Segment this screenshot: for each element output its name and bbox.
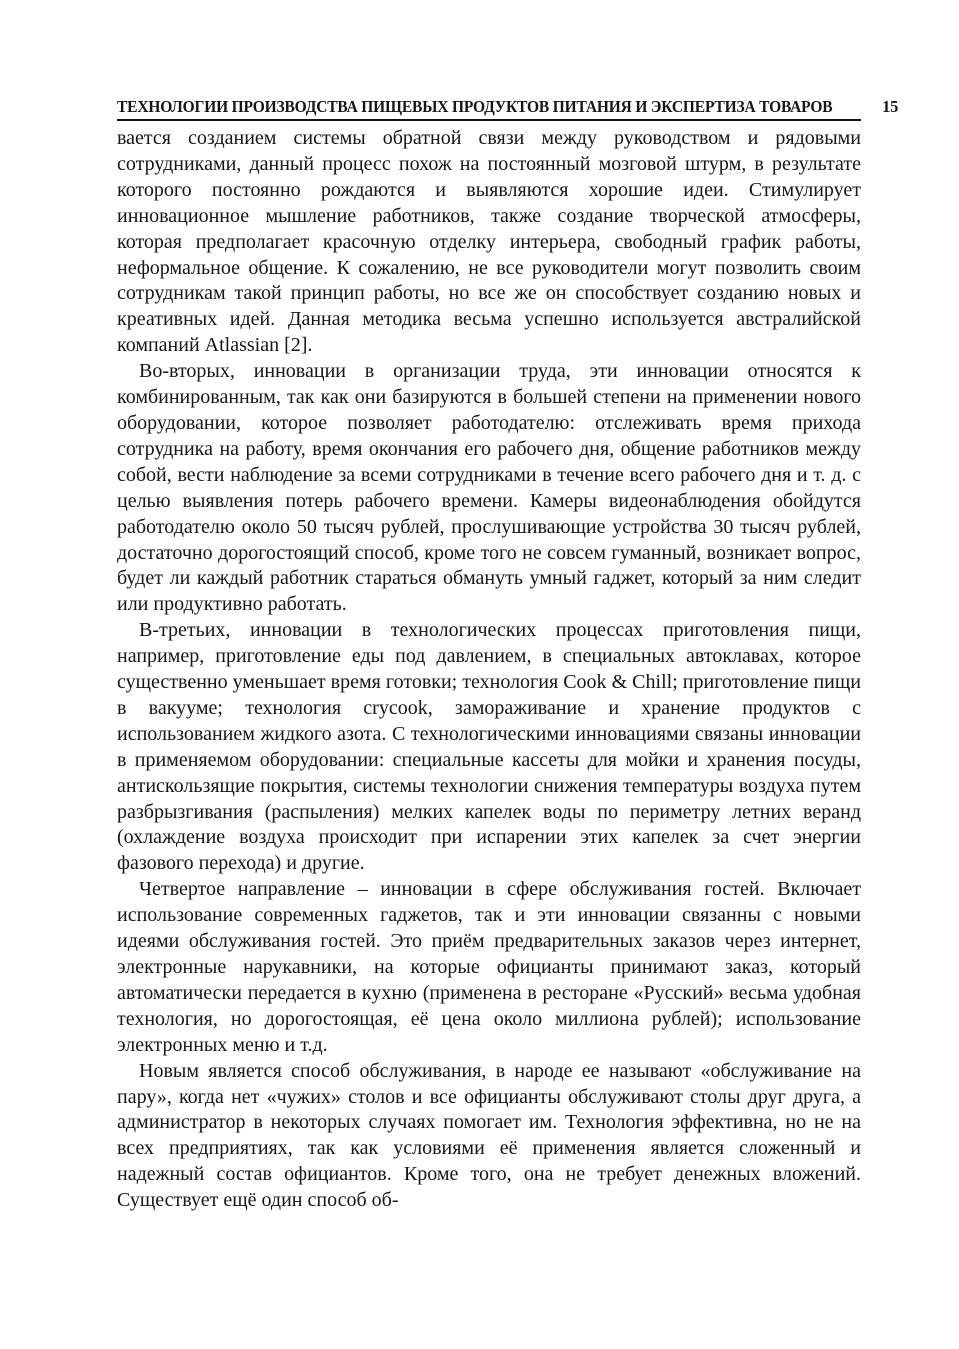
running-header-title: ТЕХНОЛОГИИ ПРОИЗВОДСТВА ПИЩЕВЫХ ПРОДУКТОВ ПИТАНИЯ И ЭКСПЕРТИЗА ТОВАРОВ — [117, 97, 833, 116]
page-number: 15 — [882, 97, 899, 116]
running-header — [117, 96, 899, 121]
paragraph-4: Четвертое направление – инновации в сфере обслуживания гостей. Включает использование современных гаджетов, так и эти инновации связанны с новыми идеями обслуживания гостей. Это приём предварительных заказов через интернет, электронные нарукавники, на которые официанты принимают заказ, который автоматически передается в кухню (применена в ресторане «Русский» весьма удобная технология, но дорогостоящая, её цена около миллиона рублей); использование электронных меню и т.д. — [117, 878, 861, 1056]
paragraph-1: вается созданием системы обратной связи между руководством и рядовыми сотрудниками, данный процесс похож на постоянный мозговой штурм, в результате которого постоянно рождаются и выявляются хорошие идеи. Стимулирует инновационное мышление работников, также создание творческой атмосферы, которая предполагает красочную отделку интерьера, свободный график работы, неформальное общение. К сожалению, не все руководители могут позволить своим сотрудникам такой принцип работы, но все же он способствует созданию новых и креативных идей. Данная методика весьма успешно используется австралийской компаний Atlassian [2]. — [117, 127, 861, 357]
document-page — [117, 96, 899, 1214]
body-text — [117, 126, 861, 1214]
paragraph-5: Новым является способ обслуживания, в народе ее называют «обслуживание на пару», когда нет «чужих» столов и все официанты обслуживают столы друг друга, а администратор в некоторых случаях помогает им. Технология эффективна, но не на всех предприятиях, так как условиями её применения является сложенный и надежный состав официантов. Кроме того, она не требует денежных вложений. Существует ещё один способ об- — [117, 1059, 861, 1212]
paragraph-3: В-третьих, инновации в технологических процессах приготовления пищи, например, приготовление еды под давлением, в специальных автоклавах, которое существенно уменьшает время готовки; технология Cook & Chill; приготовление пищи в вакууме; технология crycook, замораживание и хранение продуктов с использованием жидкого азота. С технологическими инновациями связаны инновации в применяемом оборудовании: специальные кассеты для мойки и хранения посуды, антискользящие покрытия, системы технологии снижения температуры воздуха путем разбрызгивания (распыления) мелких капелек воды по периметру летних веранд (охлаждение воздуха происходит при испарении этих капелек за счет энергии фазового перехода) и другие. — [117, 619, 861, 875]
paragraph-2: Во-вторых, инновации в организации труда, эти инновации относятся к комбинированным, так как они базируются в большей степени на применении нового оборудовании, которое позволяет работодателю: отслеживать время прихода сотрудника на работу, время окончания его рабочего дня, общение работников между собой, вести наблюдение за всеми сотрудниками в течение всего рабочего дня и т. д. с целью выявления потерь рабочего времени. Камеры видеонаблюдения обойдутся работодателю около 50 тысяч рублей, прослушивающие устройства 30 тысяч рублей, достаточно дорогостоящий способ, кроме того не совсем гуманный, возникает вопрос, будет ли каждый работник стараться обмануть умный гаджет, который за ним следит или продуктивно работать. — [117, 360, 861, 616]
